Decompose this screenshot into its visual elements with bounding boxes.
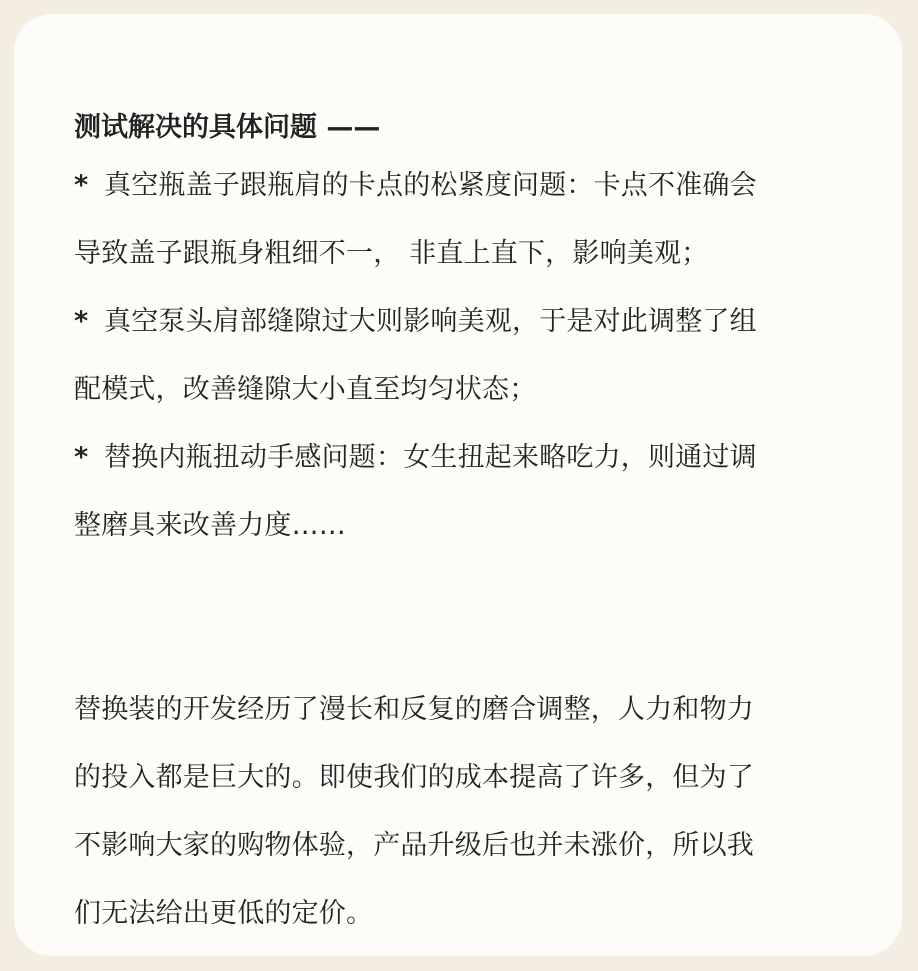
issue-line xyxy=(74,424,854,492)
issue-text: 真空瓶盖子跟瓶肩的卡点的松紧度问题：卡点不准确会 xyxy=(104,170,757,201)
bullet-star: * xyxy=(74,170,89,201)
article-body xyxy=(74,106,854,948)
issue-text: 真空泵头肩部缝隙过大则影响美观，于是对此调整了组 xyxy=(104,306,757,337)
paragraph-line: 不影响大家的购物体验，产品升级后也并未涨价，所以我 xyxy=(74,830,754,861)
section-heading: 测试解决的具体问题 —— xyxy=(74,112,381,143)
issue-line-continued: 配模式，改善缝隙大小直至均匀状态； xyxy=(74,374,537,405)
issue-line xyxy=(74,152,854,220)
issue-line-continued: 导致盖子跟瓶身粗细不一， 非直上直下，影响美观； xyxy=(74,238,709,269)
paragraph-line: 替换装的开发经历了漫长和反复的磨合调整，人力和物力 xyxy=(74,694,754,725)
issue-text: 替换内瓶扭动手感问题：女生扭起来略吃力，则通过调 xyxy=(104,442,757,473)
paragraph-line: 们无法给出更低的定价。 xyxy=(74,898,374,929)
closing-paragraph xyxy=(74,676,854,948)
issue-item xyxy=(74,152,854,288)
issue-list xyxy=(74,152,854,560)
issue-item xyxy=(74,288,854,424)
paragraph-spacer xyxy=(74,560,854,676)
issue-line-continued: 整磨具来改善力度…… xyxy=(74,510,346,541)
issue-line xyxy=(74,288,854,356)
bullet-star: * xyxy=(74,442,89,473)
content-card xyxy=(14,14,902,956)
bullet-star: * xyxy=(74,306,89,337)
issue-item xyxy=(74,424,854,560)
paragraph-line: 的投入都是巨大的。即使我们的成本提高了许多，但为了 xyxy=(74,762,754,793)
